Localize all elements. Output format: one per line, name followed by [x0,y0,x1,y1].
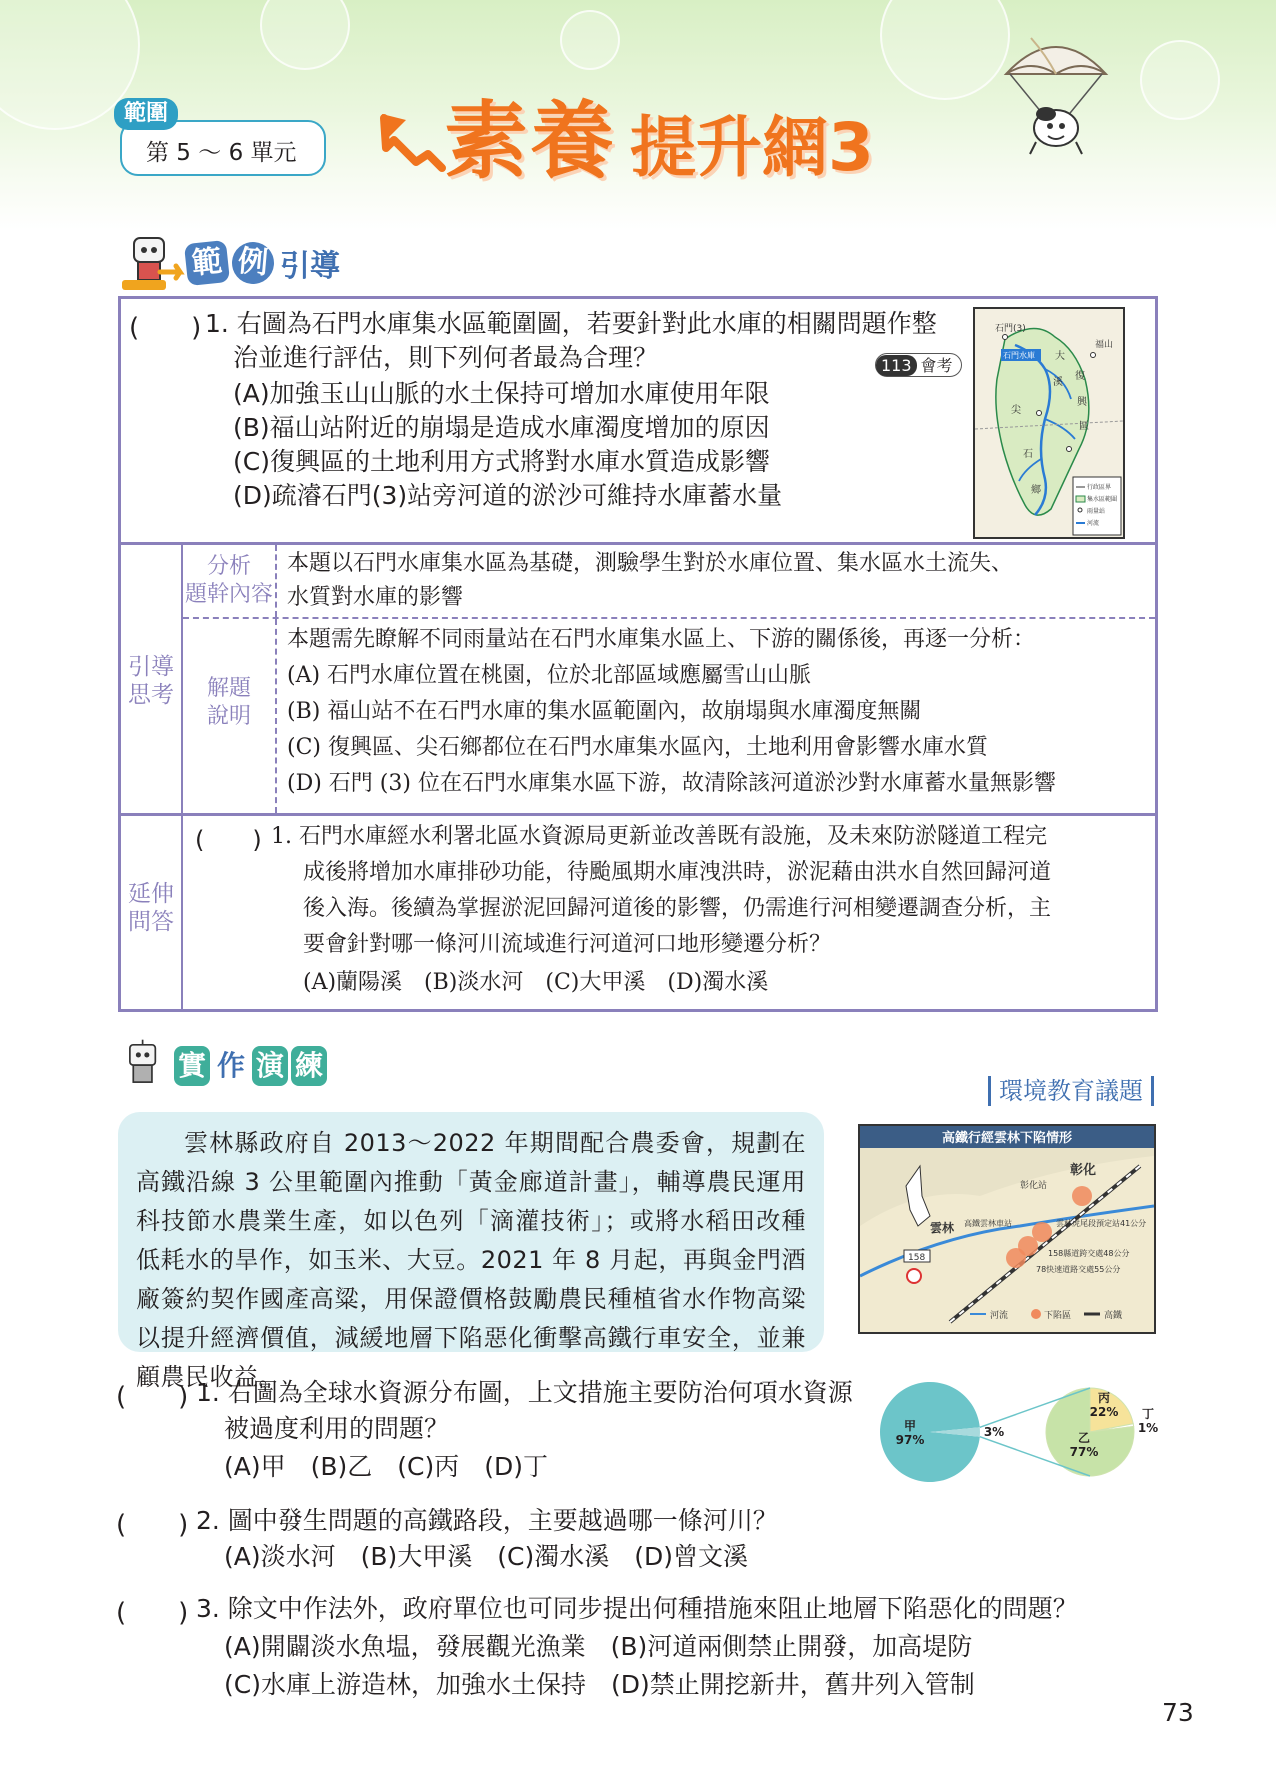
pie-label-ding: 1% [1137,1421,1159,1435]
environment-topic-tag: 環境教育議題 [988,1076,1154,1106]
heading-badge-1: 實 [174,1046,210,1086]
dashed-divider [183,617,1155,619]
solution-text: (A) 石門水庫位置在桃園，位於北部區域應屬雪山山脈 [287,663,812,688]
map2-label-b: 78快速道路交處55公分 [1036,1265,1121,1274]
heading-badge-2: 例 [230,240,276,286]
range-text: 第 5 ～ 6 單元 [146,140,297,166]
example-box [118,296,1158,1012]
q2-options: (A)淡水河 (B)大甲溪 (C)濁水溪 (D)曾文溪 [224,1542,748,1571]
water-distribution-pie-chart [880,1372,1170,1492]
map-label-xiang: 鄉 [1031,485,1041,496]
answer-paren[interactable]: ( ) [129,313,202,343]
map-legend-item: 集水區範圍 [1087,496,1118,503]
solution-text: (D) 石門 (3) 位在石門水庫集水區下游，故清除該河道淤沙對水庫蓄水量無影響 [287,771,1056,796]
extend-side-label: 延伸 問答 [121,816,183,1009]
pie-label-small: 3% [983,1425,1005,1439]
decor-bubble [1140,40,1220,120]
map-label-fu: 復 [1075,371,1085,382]
analysis-text: 水質對水庫的影響 [287,585,464,610]
page-title-sub: 提升網3 [630,109,874,186]
q1-options: (A)甲 (B)乙 (C)丙 (D)丁 [224,1452,548,1481]
map2-changhua-station: 彰化站 [1020,1181,1048,1191]
map2-legend-hsr: 高鐵 [1104,1311,1123,1321]
heading-badge-2: 作 [213,1046,249,1086]
q3-options: (C)水庫上游造林，加強水土保持 (D)禁止開挖新井，舊井列入管制 [224,1670,975,1699]
example-question [121,299,1155,545]
heading-badge-1: 範 [184,240,230,286]
pie-label-ding: 丁 [1141,1407,1155,1421]
analysis-label: 分析 題幹內容 [183,545,277,617]
section-heading-practice [118,1038,330,1094]
pie-label-jia: 97% [895,1433,925,1447]
map-label-jian: 尖 [1011,405,1021,416]
decor-bubble [880,0,1010,100]
answer-paren[interactable]: ( ) [116,1510,189,1540]
exam-label: 會考 [920,355,953,375]
pie-label-yi: 乙 [1077,1431,1091,1445]
guide-side-label: 引導 思考 [121,545,183,813]
map-legend-item: 河流 [1087,520,1100,527]
map-label-xing: 興 [1077,397,1087,408]
solution-label: 解題 說明 [183,619,277,813]
decor-bubble [260,0,350,70]
pie-label-yi: 77% [1069,1445,1099,1459]
heading-badge-4: 練 [291,1046,327,1086]
exam-year: 113 [876,355,917,376]
q1-line: 被過度利用的問題？ [224,1414,450,1443]
option-d: (D)疏濬石門(3)站旁河道的淤沙可維持水庫蓄水量 [233,481,783,510]
pie-label-bing: 丙 [1097,1391,1111,1405]
passage-text: 雲林縣政府自 2013～2022 年期間配合農委會，規劃在高鐵沿線 3 公里範圍內推動「黃金廊道計畫」，輔導農民運用科技節水農業生產，如以色列「滴灌技術」；或將水稻田改種低耗水的旱作，如玉米、大豆。2021 年 8 月起，再與金門酒廠簽約契作國產高粱，用保證價格鼓勵農民種植省水作物高粱以提升經濟價值，減緩地層下陷惡化衝擊高鐵行車安全，並兼顧農民收益。 [136,1129,806,1391]
reservoir-map [973,307,1125,539]
extend-question-line: 1. 石門水庫經水利署北區水資源局更新並改善既有設施，及未來防淤隧道工程完 [271,824,1047,849]
map-label-xi: 溪 [1053,377,1063,388]
map-label-reservoir: 石門水庫 [1003,351,1035,360]
exam-tag [875,353,962,377]
solution-text: 本題需先瞭解不同雨量站在石門水庫集水區上、下游的關係後，再逐一分析： [287,627,1036,652]
map2-label-a: 158縣道跨交處48公分 [1048,1249,1130,1258]
map2-legend-sink: 下陷區 [1044,1311,1072,1321]
map2-yunlin: 雲林 [930,1221,955,1235]
map-label-shimen: 石門(3) [995,324,1026,334]
map-label-shi: 石 [1023,449,1033,460]
hsr-subsidence-map [858,1124,1156,1334]
option-a: (A)加強玉山山脈的水土保持可增加水庫使用年限 [233,379,770,408]
map-label-qu: 區 [1079,421,1089,432]
robot-mascot-icon [118,1038,174,1094]
pie-label-bing: 22% [1089,1405,1119,1419]
extend-question-line: 後入海。後續為掌握淤泥回歸河道後的影響，仍需進行河相變遷調查分析，主 [303,896,1052,921]
pie-label-jia: 甲 [903,1419,917,1433]
extend-section [121,813,1155,1009]
guide-section [121,545,1155,813]
answer-paren[interactable]: ( ) [116,1382,189,1412]
range-tag: 範圍 [114,98,178,130]
analysis-text: 本題以石門水庫集水區為基礎，測驗學生對於水庫位置、集水區水土流失、 [287,551,1014,576]
extend-options: (A)蘭陽溪 (B)淡水河 (C)大甲溪 (D)濁水溪 [303,970,769,995]
map-legend-item: 行政區界 [1087,484,1112,491]
map-label-dax: 大 [1055,351,1065,362]
option-c: (C)復興區的土地利用方式將對水庫水質造成影響 [233,447,770,476]
heading-badge-3: 演 [252,1046,288,1086]
map2-changhua: 彰化 [1070,1163,1097,1178]
page-title-main: 素養 [444,92,617,190]
map2-yunlin-station: 高鐵雲林車站 [964,1219,1012,1228]
map2-title: 高鐵行經雲林下陷情形 [941,1131,1073,1146]
parachute-mascot-icon [996,30,1116,160]
extend-question-line: 成後將增加水庫排砂功能，待颱風期水庫洩洪時，淤泥藉由洪水自然回歸河道 [303,860,1052,885]
reading-passage [118,1112,824,1391]
extend-question-line: 要會針對哪一條河川流域進行河道河口地形變遷分析？ [303,932,832,957]
hsr-map-svg [860,1126,1154,1332]
solution-text: (C) 復興區、尖石鄉都位在石門水庫集水區內，土地利用會影響水庫水質 [287,735,988,760]
title-arrow-icon [376,108,446,178]
reservoir-map-svg [975,309,1123,537]
map2-road: 158 [908,1253,926,1263]
q3-line: 3. 除文中作法外，政府單位也可同步提出何種措施來阻止地層下陷惡化的問題？ [196,1594,1078,1623]
q3-options: (A)開闢淡水魚塭，發展觀光漁業 (B)河道兩側禁止開發，加高堤防 [224,1632,973,1661]
q2-line: 2. 圖中發生問題的高鐵路段，主要越過哪一條河川？ [196,1506,778,1535]
robot-mascot-icon [120,232,186,294]
answer-paren[interactable]: ( ) [195,826,262,854]
answer-paren[interactable]: ( ) [116,1598,189,1628]
map2-label-c: 雲林虎尾段預定站41公分 [1056,1219,1147,1228]
solution-text: (B) 福山站不在石門水庫的集水區範圍內，故崩塌與水庫濁度無關 [287,699,922,724]
page-number: 73 [1162,1698,1194,1727]
map-label-fushan: 福山 [1095,340,1114,350]
section-heading-example [120,232,340,294]
map-legend-item: 雨量站 [1087,508,1106,515]
map2-legend-river: 河流 [990,1311,1009,1321]
decor-bubble [560,10,620,70]
question-line: 1. 右圖為石門水庫集水區範圍圖，若要針對此水庫的相關問題作整 [205,309,937,338]
heading-tail: 引導 [280,249,340,284]
q1-line: 1. 右圖為全球水資源分布圖，上文措施主要防治何項水資源 [196,1378,853,1407]
question-line: 治並進行評估，則下列何者最為合理？ [233,343,659,372]
option-b: (B)福山站附近的崩塌是造成水庫濁度增加的原因 [233,413,770,442]
